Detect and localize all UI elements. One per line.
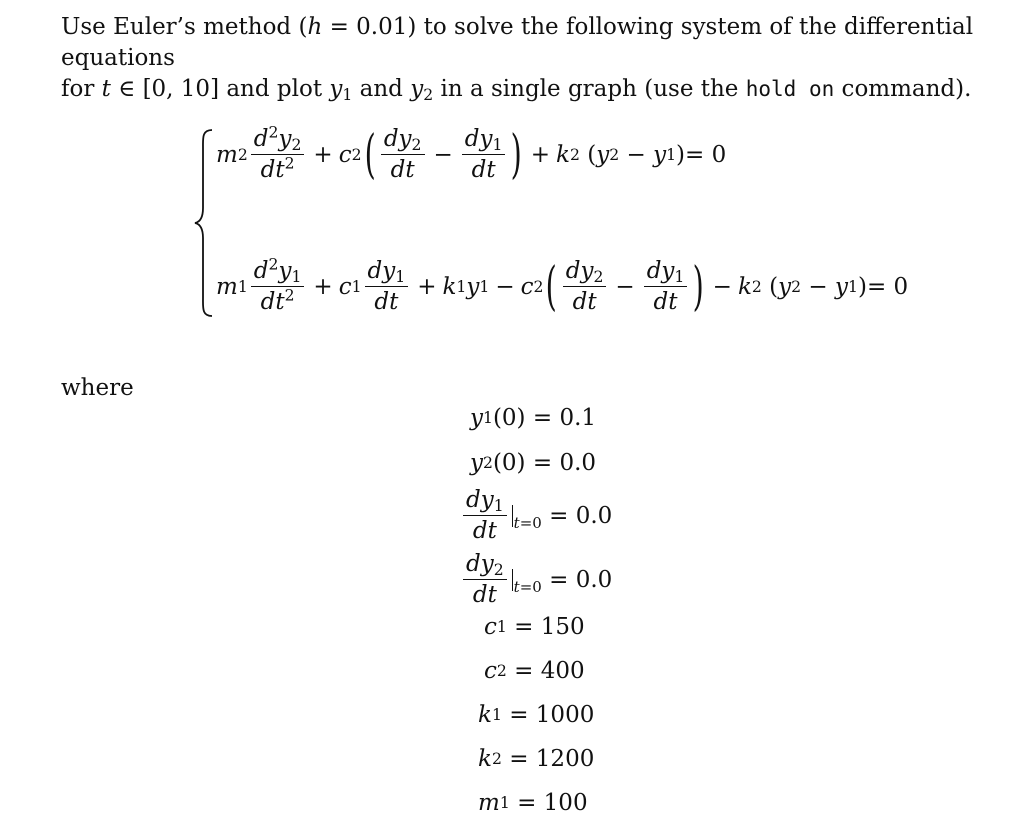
problem-statement: Use Euler’s method (h = 0.01) to solve the following system of the differential equations for t ∈ [0, 10] and plot $y_1$ and $y_2$ in a single graph (use the hold on command). (61, 14, 974, 104)
and-text: and (352, 76, 411, 102)
interval-text: ∈ [0, 10] and plot (110, 76, 330, 102)
intro-text-2: for (61, 76, 102, 102)
intro-text-1: Use Euler’s method ( (61, 14, 308, 40)
dy1-dt-fraction-b: $\frac{dy_1}{dt}$ (644, 258, 688, 315)
c1-value: 150 (540, 614, 585, 640)
where-label: where (61, 375, 134, 401)
c2-value: 400 (540, 658, 585, 684)
eq1-tail: = 0 (685, 141, 727, 168)
y2-initial-value: 0.0 (559, 450, 597, 476)
t-variable: t (101, 76, 111, 102)
hold-on-command: hold on (745, 77, 835, 101)
step-variable: h (307, 14, 323, 40)
param-c2: c 2 = 400 (484, 658, 585, 684)
condition-y2-initial: y 2 (0) = 0.0 (470, 450, 597, 476)
param-c1: c 1 = 150 (484, 614, 585, 640)
system-brace (194, 128, 214, 318)
y1-initial-value: 0.1 (559, 405, 597, 431)
m1-value: 100 (543, 790, 588, 816)
single-graph-text: in a single graph (use the (433, 76, 746, 102)
condition-dy2-initial: $\frac{dy_2}{dt}$ t=0 = 0.0 (460, 551, 612, 608)
dy2-dt-fraction-b: $\frac{dy_2}{dt}$ (563, 258, 607, 315)
param-k1: k 1 = 1000 (478, 702, 595, 728)
dy2-dt-fraction: $\frac{dy_2}{dt}$ (381, 126, 425, 183)
command-suffix: command). (834, 76, 972, 102)
eq2-tail: = 0 (866, 273, 909, 300)
step-equation: = 0.01) to solve the following system of the differential equations (61, 14, 974, 71)
dy2-initial-value: 0.0 (575, 566, 613, 593)
y2-symbol: y (410, 76, 424, 102)
equation-1: m 2 $\frac{d^2y_2}{dt^2}$ + c 2 ( $\frac{dy_2}{dt}$ − $\frac{dy_1}{dt}$ ) + k 2 ( y 2 − y 1 ) = 0 (216, 122, 727, 185)
param-m1: m 1 = 100 (478, 790, 588, 816)
dy1-initial-value: 0.0 (575, 502, 613, 529)
d2y2-dt2-fraction: $\frac{d^2y_2}{dt^2}$ (251, 126, 305, 183)
k1-value: 1000 (535, 702, 595, 728)
condition-dy1-initial: $\frac{dy_1}{dt}$ t=0 = 0.0 (460, 487, 612, 544)
dy1-dt-fraction-a: $\frac{dy_1}{dt}$ (365, 258, 409, 315)
y1-symbol: y (329, 76, 343, 102)
equation-2: m 1 $\frac{d^2y_1}{dt^2}$ + c 1 $\frac{dy_1}{dt}$ + k 1 y 1 − c 2 ( $\frac{dy_2}{dt}$ − $\frac{dy_1}{dt}$ ) − k 2 ( y 2 − y 1 ) = 0 (216, 254, 909, 317)
param-k2: k 2 = 1200 (478, 746, 595, 772)
k2-value: 1200 (535, 746, 595, 772)
condition-y1-initial: y 1 (0) = 0.1 (470, 405, 597, 431)
dy1-dt-fraction: $\frac{dy_1}{dt}$ (462, 126, 506, 183)
d2y1-dt2-fraction: $\frac{d^2y_1}{dt^2}$ (251, 258, 305, 315)
